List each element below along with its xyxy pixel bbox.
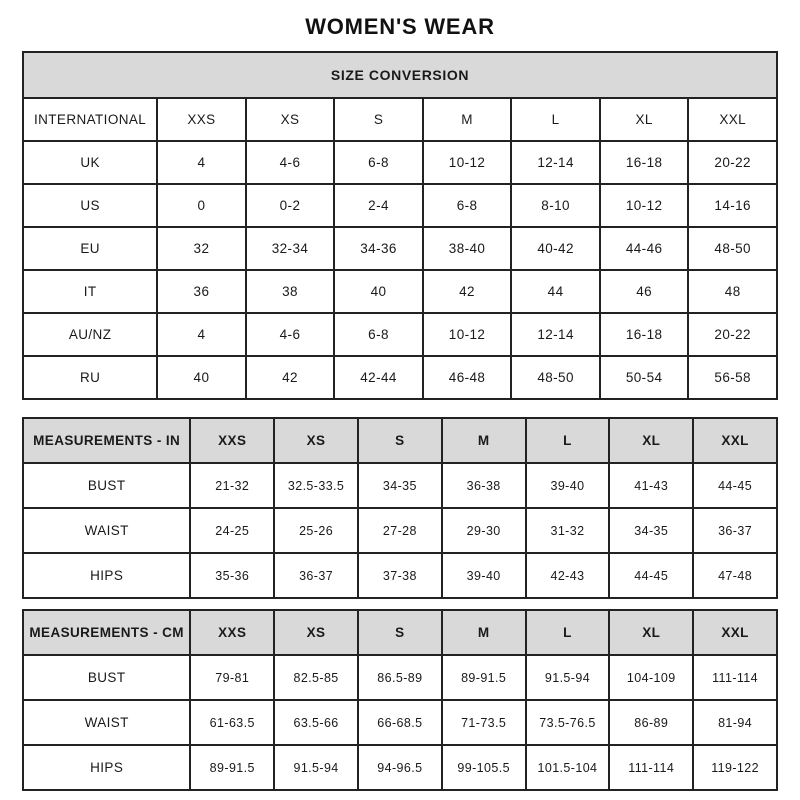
row-label: WAIST (23, 508, 190, 553)
size-column-label: XL (609, 610, 693, 655)
value-cell: 6-8 (334, 313, 423, 356)
value-cell: 44-45 (693, 463, 777, 508)
size-column-label: XXS (190, 610, 274, 655)
value-cell: 39-40 (526, 463, 610, 508)
table-row (23, 700, 777, 745)
size-column-label: XXL (693, 610, 777, 655)
columns-header-row (23, 610, 777, 655)
value-cell: 4 (157, 313, 246, 356)
value-cell: 82.5-85 (274, 655, 358, 700)
size-conversion-table (22, 51, 778, 400)
value-cell: 10-12 (423, 141, 512, 184)
value-cell: 32 (157, 227, 246, 270)
row-label: RU (23, 356, 157, 399)
columns-header-row (23, 98, 777, 141)
value-cell: 20-22 (688, 141, 777, 184)
size-column-label: M (423, 98, 512, 141)
value-cell: 36 (157, 270, 246, 313)
value-cell: 36-37 (274, 553, 358, 598)
value-cell: 61-63.5 (190, 700, 274, 745)
table-row (23, 745, 777, 790)
row-label: HIPS (23, 745, 190, 790)
value-cell: 40-42 (511, 227, 600, 270)
value-cell: 4 (157, 141, 246, 184)
value-cell: 56-58 (688, 356, 777, 399)
table-row (23, 270, 777, 313)
row-label: IT (23, 270, 157, 313)
value-cell: 99-105.5 (442, 745, 526, 790)
table-row (23, 553, 777, 598)
value-cell: 42 (246, 356, 335, 399)
size-column-label: S (358, 418, 442, 463)
value-cell: 46 (600, 270, 689, 313)
value-cell: 8-10 (511, 184, 600, 227)
table-row (23, 655, 777, 700)
value-cell: 42-43 (526, 553, 610, 598)
value-cell: 40 (334, 270, 423, 313)
value-cell: 111-114 (693, 655, 777, 700)
value-cell: 48-50 (511, 356, 600, 399)
size-column-label: XS (274, 610, 358, 655)
value-cell: 42 (423, 270, 512, 313)
value-cell: 34-35 (609, 508, 693, 553)
row-label: HIPS (23, 553, 190, 598)
banner-row (23, 52, 777, 98)
value-cell: 41-43 (609, 463, 693, 508)
value-cell: 31-32 (526, 508, 610, 553)
size-column-label: L (511, 98, 600, 141)
size-column-label: XXL (688, 98, 777, 141)
value-cell: 4-6 (246, 313, 335, 356)
value-cell: 12-14 (511, 141, 600, 184)
value-cell: 12-14 (511, 313, 600, 356)
value-cell: 44-46 (600, 227, 689, 270)
size-column-label: XXS (157, 98, 246, 141)
value-cell: 46-48 (423, 356, 512, 399)
value-cell: 27-28 (358, 508, 442, 553)
page-title: WOMEN'S WEAR (305, 14, 495, 39)
value-cell: 24-25 (190, 508, 274, 553)
value-cell: 119-122 (693, 745, 777, 790)
corner-label: MEASUREMENTS - IN (23, 418, 190, 463)
value-cell: 34-35 (358, 463, 442, 508)
row-label: AU/NZ (23, 313, 157, 356)
table-row (23, 508, 777, 553)
value-cell: 104-109 (609, 655, 693, 700)
value-cell: 10-12 (600, 184, 689, 227)
value-cell: 79-81 (190, 655, 274, 700)
measurements-cm-table (22, 609, 778, 791)
value-cell: 48 (688, 270, 777, 313)
value-cell: 21-32 (190, 463, 274, 508)
value-cell: 29-30 (442, 508, 526, 553)
row-label: EU (23, 227, 157, 270)
table-row (23, 313, 777, 356)
value-cell: 86-89 (609, 700, 693, 745)
table-row (23, 356, 777, 399)
table-row (23, 184, 777, 227)
value-cell: 66-68.5 (358, 700, 442, 745)
value-cell: 16-18 (600, 141, 689, 184)
value-cell: 4-6 (246, 141, 335, 184)
value-cell: 86.5-89 (358, 655, 442, 700)
value-cell: 47-48 (693, 553, 777, 598)
size-column-label: XS (246, 98, 335, 141)
size-column-label: S (358, 610, 442, 655)
value-cell: 0 (157, 184, 246, 227)
row-label: BUST (23, 655, 190, 700)
value-cell: 20-22 (688, 313, 777, 356)
value-cell: 32.5-33.5 (274, 463, 358, 508)
value-cell: 34-36 (334, 227, 423, 270)
value-cell: 38 (246, 270, 335, 313)
value-cell: 6-8 (334, 141, 423, 184)
value-cell: 40 (157, 356, 246, 399)
value-cell: 42-44 (334, 356, 423, 399)
value-cell: 89-91.5 (190, 745, 274, 790)
value-cell: 81-94 (693, 700, 777, 745)
value-cell: 94-96.5 (358, 745, 442, 790)
value-cell: 14-16 (688, 184, 777, 227)
value-cell: 10-12 (423, 313, 512, 356)
row-label: WAIST (23, 700, 190, 745)
row-label: US (23, 184, 157, 227)
value-cell: 71-73.5 (442, 700, 526, 745)
value-cell: 6-8 (423, 184, 512, 227)
value-cell: 111-114 (609, 745, 693, 790)
value-cell: 37-38 (358, 553, 442, 598)
value-cell: 44-45 (609, 553, 693, 598)
value-cell: 91.5-94 (526, 655, 610, 700)
size-column-label: L (526, 418, 610, 463)
columns-header-row (23, 418, 777, 463)
value-cell: 48-50 (688, 227, 777, 270)
table-row (23, 141, 777, 184)
size-column-label: XXL (693, 418, 777, 463)
corner-label: INTERNATIONAL (23, 98, 157, 141)
value-cell: 0-2 (246, 184, 335, 227)
value-cell: 101.5-104 (526, 745, 610, 790)
size-column-label: XXS (190, 418, 274, 463)
size-column-label: S (334, 98, 423, 141)
size-column-label: M (442, 610, 526, 655)
value-cell: 35-36 (190, 553, 274, 598)
value-cell: 25-26 (274, 508, 358, 553)
value-cell: 36-38 (442, 463, 526, 508)
table-banner: SIZE CONVERSION (23, 52, 777, 98)
corner-label: MEASUREMENTS - CM (23, 610, 190, 655)
row-label: UK (23, 141, 157, 184)
value-cell: 2-4 (334, 184, 423, 227)
value-cell: 50-54 (600, 356, 689, 399)
value-cell: 16-18 (600, 313, 689, 356)
value-cell: 73.5-76.5 (526, 700, 610, 745)
value-cell: 44 (511, 270, 600, 313)
value-cell: 91.5-94 (274, 745, 358, 790)
table-row (23, 227, 777, 270)
value-cell: 36-37 (693, 508, 777, 553)
row-label: BUST (23, 463, 190, 508)
table-row (23, 463, 777, 508)
size-column-label: XL (600, 98, 689, 141)
size-column-label: XS (274, 418, 358, 463)
measurements-in-table (22, 417, 778, 599)
value-cell: 63.5-66 (274, 700, 358, 745)
value-cell: 32-34 (246, 227, 335, 270)
value-cell: 38-40 (423, 227, 512, 270)
size-column-label: L (526, 610, 610, 655)
value-cell: 39-40 (442, 553, 526, 598)
size-column-label: M (442, 418, 526, 463)
value-cell: 89-91.5 (442, 655, 526, 700)
size-column-label: XL (609, 418, 693, 463)
